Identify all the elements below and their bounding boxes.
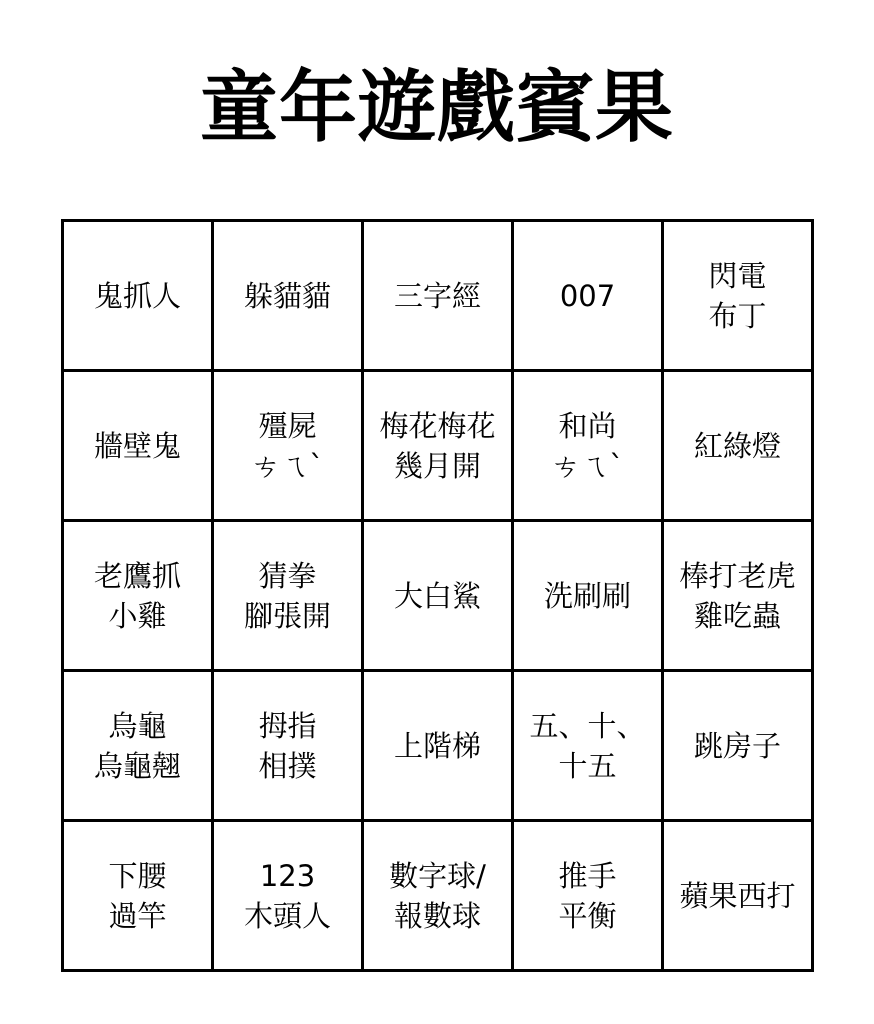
bingo-cell[interactable]: [664, 822, 814, 972]
cell-text: 梅花梅花: [379, 408, 496, 443]
cell-text: 雞吃蟲: [693, 598, 781, 633]
cell-text: 小雞: [108, 598, 167, 633]
cell-text: 過竿: [108, 898, 167, 933]
bingo-cell[interactable]: [64, 822, 214, 972]
cell-text: 和尚: [558, 408, 617, 443]
cell-text: ㄘㄟˋ: [551, 448, 624, 483]
bingo-cell[interactable]: [664, 522, 814, 672]
bingo-cell[interactable]: [64, 222, 214, 372]
bingo-cell[interactable]: [664, 222, 814, 372]
bingo-cell[interactable]: [364, 222, 514, 372]
page-title: 童年遊戲賓果: [199, 63, 674, 153]
cell-text: 007: [559, 278, 616, 313]
bingo-cell[interactable]: [664, 672, 814, 822]
bingo-cell[interactable]: [664, 372, 814, 522]
bingo-cell[interactable]: [364, 672, 514, 822]
bingo-board: [61, 219, 814, 972]
bingo-cell[interactable]: [514, 222, 664, 372]
cell-text: 跳房子: [693, 728, 781, 763]
bingo-cell[interactable]: [214, 372, 364, 522]
cell-text: 大白鯊: [393, 578, 481, 613]
cell-text: 報數球: [393, 898, 481, 933]
cell-text: 烏龜: [108, 708, 167, 743]
cell-text: 烏龜翹: [93, 748, 181, 783]
bingo-cell[interactable]: [64, 672, 214, 822]
bingo-cell[interactable]: [364, 822, 514, 972]
cell-text: 數字球/: [389, 858, 486, 893]
cell-text: 平衡: [558, 898, 617, 933]
bingo-cell[interactable]: [64, 372, 214, 522]
cell-text: 下腰: [108, 858, 167, 893]
cell-text: 殭屍: [258, 408, 317, 443]
cell-text: 腳張開: [243, 598, 331, 633]
bingo-cell[interactable]: [514, 822, 664, 972]
cell-text: 幾月開: [393, 448, 481, 483]
cell-text: 三字經: [393, 278, 481, 313]
bingo-cell[interactable]: [514, 372, 664, 522]
cell-text: 拇指: [258, 708, 317, 743]
cell-text: 相撲: [258, 748, 317, 783]
cell-text: 紅綠燈: [693, 428, 781, 463]
bingo-cell[interactable]: [364, 372, 514, 522]
cell-text: 棒打老虎: [679, 558, 796, 593]
cell-text: ㄘㄟˋ: [251, 448, 324, 483]
bingo-cell[interactable]: [514, 522, 664, 672]
cell-text: 老鷹抓: [93, 558, 181, 593]
cell-text: 上階梯: [393, 728, 481, 763]
cell-text: 布丁: [708, 298, 767, 333]
bingo-cell[interactable]: [214, 822, 364, 972]
bingo-cell[interactable]: [214, 222, 364, 372]
cell-text: 猜拳: [258, 558, 317, 593]
cell-text: 十五: [558, 748, 617, 783]
cell-text: 躲貓貓: [243, 278, 331, 313]
cell-text: 洗刷刷: [543, 578, 631, 613]
cell-text: 五、十、: [529, 708, 646, 743]
bingo-cell[interactable]: [214, 522, 364, 672]
cell-text: 蘋果西打: [679, 878, 796, 913]
cell-text: 牆壁鬼: [93, 428, 181, 463]
bingo-cell[interactable]: [364, 522, 514, 672]
cell-text: 123: [259, 858, 316, 893]
bingo-cell[interactable]: [214, 672, 364, 822]
cell-text: 閃電: [708, 258, 767, 293]
bingo-cell[interactable]: [64, 522, 214, 672]
cell-text: 鬼抓人: [93, 278, 181, 313]
cell-text: 推手: [558, 858, 617, 893]
bingo-cell[interactable]: [514, 672, 664, 822]
cell-text: 木頭人: [243, 898, 331, 933]
